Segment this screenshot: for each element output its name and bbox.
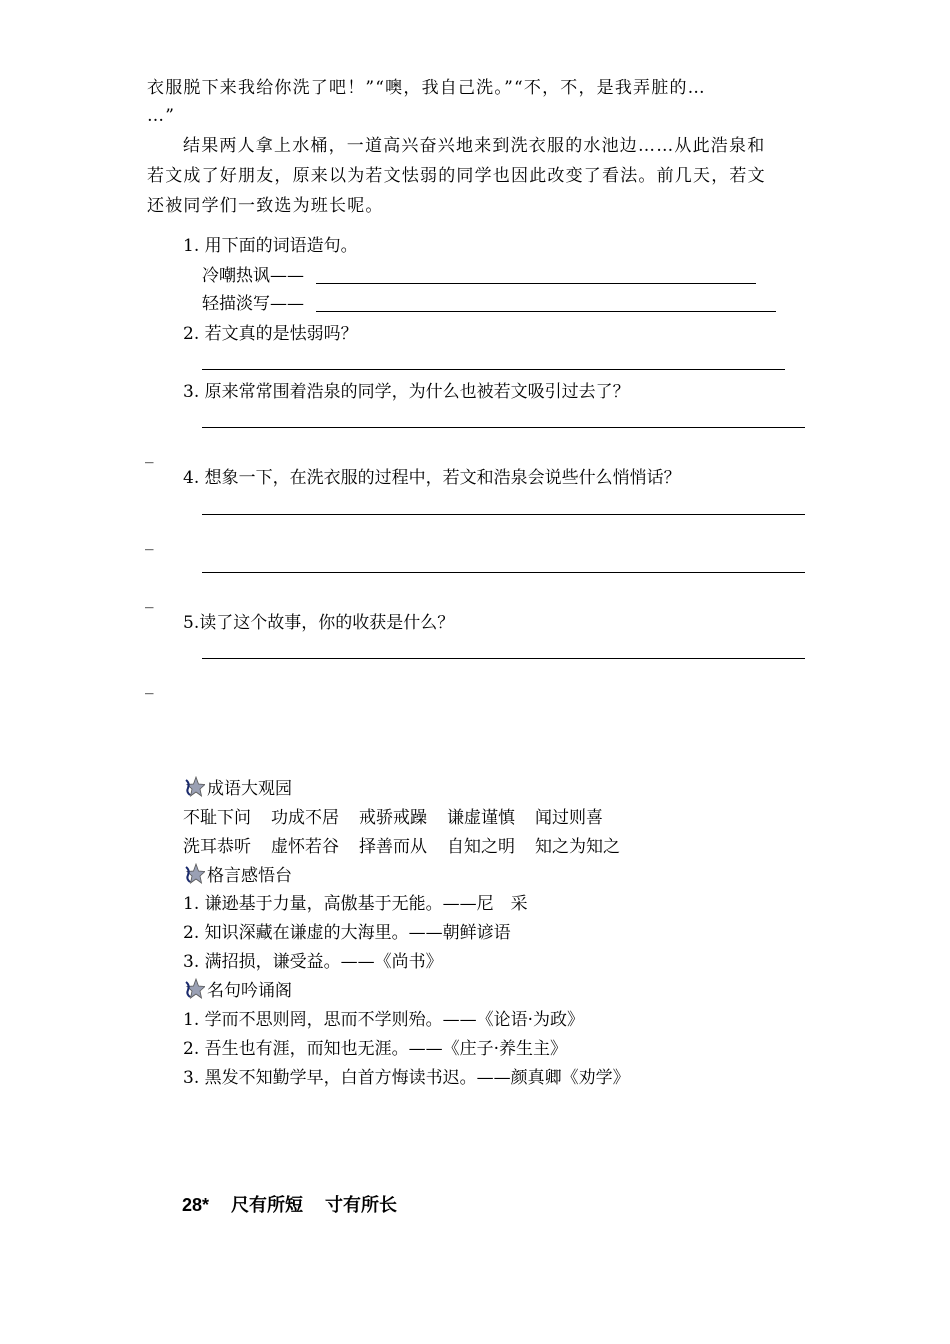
- star-icon: [183, 863, 205, 885]
- idiom: 虚怀若谷: [271, 837, 339, 857]
- answer-line[interactable]: [316, 311, 776, 312]
- question-2: 2. 若文真的是怯弱吗？: [183, 324, 358, 344]
- answer-line[interactable]: [202, 572, 805, 573]
- section-heading-quotes: [183, 978, 292, 1003]
- idiom: 谦虚谨慎: [447, 808, 515, 828]
- section-title: 成语大观园: [207, 779, 292, 799]
- idiom: 不耻下问: [183, 808, 251, 828]
- idiom: 择善而从: [359, 837, 427, 857]
- story-line: 若文成了好朋友，原来以为若文怯弱的同学也因此改变了看法。前几天，若文: [147, 166, 766, 186]
- answer-line[interactable]: [202, 514, 805, 515]
- answer-line[interactable]: [316, 283, 756, 284]
- motto-item: 3. 满招损，谦受益。——《尚书》: [183, 952, 443, 972]
- motto-item: 1. 谦逊基于力量，高傲基于无能。——尼 采: [183, 894, 528, 914]
- answer-line[interactable]: [202, 369, 785, 370]
- question-1: 1. 用下面的词语造句。: [183, 236, 358, 256]
- story-line: 结果两人拿上水桶，一道高兴奋兴地来到洗衣服的水池边……从此浩泉和: [183, 136, 766, 156]
- idiom-row: [183, 835, 640, 859]
- star-icon: [183, 776, 205, 798]
- section-heading-mottos: [183, 863, 292, 888]
- dash-mark: _: [145, 444, 154, 464]
- motto-item: 2. 知识深藏在谦虚的大海里。——朝鲜谚语: [183, 923, 511, 943]
- dash-mark: _: [145, 675, 154, 695]
- quote-item: 3. 黑发不知勤学早，白首方悔读书迟。——颜真卿《劝学》: [183, 1068, 630, 1088]
- question-5: 5.读了这个故事，你的收获是什么？: [183, 613, 455, 633]
- quote-item: 1. 学而不思则罔，思而不学则殆。——《论语·为政》: [183, 1010, 585, 1030]
- section-heading-idioms: [183, 776, 292, 801]
- lesson-title-part: 尺有所短: [231, 1195, 304, 1215]
- story-line: 衣服脱下来我给你洗了吧！”“噢，我自己洗。”“不，不，是我弄脏的…: [147, 78, 706, 98]
- lesson-number: 28*: [182, 1195, 210, 1215]
- dash-mark: _: [145, 531, 154, 551]
- quote-item: 2. 吾生也有涯，而知也无涯。——《庄子·养生主》: [183, 1039, 568, 1059]
- idiom-row: [183, 806, 623, 830]
- idiom: 洗耳恭听: [183, 837, 251, 857]
- idiom: 知之为知之: [535, 837, 620, 857]
- answer-line[interactable]: [202, 427, 805, 428]
- section-title: 名句吟诵阁: [207, 981, 292, 1001]
- section-title: 格言感悟台: [207, 866, 292, 886]
- story-line: …”: [147, 106, 176, 126]
- dash-mark: _: [145, 589, 154, 609]
- word-prompt-1: 冷嘲热讽——: [202, 266, 304, 286]
- answer-line[interactable]: [202, 658, 805, 659]
- idiom: 自知之明: [447, 837, 515, 857]
- word-prompt-2: 轻描淡写——: [202, 294, 304, 314]
- lesson-title-part: 寸有所长: [325, 1195, 398, 1215]
- story-line: 还被同学们一致选为班长呢。: [147, 196, 384, 216]
- idiom: 闻过则喜: [535, 808, 603, 828]
- lesson-title: [182, 1191, 397, 1217]
- question-4: 4. 想象一下，在洗衣服的过程中，若文和浩泉会说些什么悄悄话？: [183, 468, 681, 488]
- question-3: 3. 原来常常围着浩泉的同学，为什么也被若文吸引过去了？: [183, 382, 630, 402]
- star-icon: [183, 978, 205, 1000]
- idiom: 功成不居: [271, 808, 339, 828]
- idiom: 戒骄戒躁: [359, 808, 427, 828]
